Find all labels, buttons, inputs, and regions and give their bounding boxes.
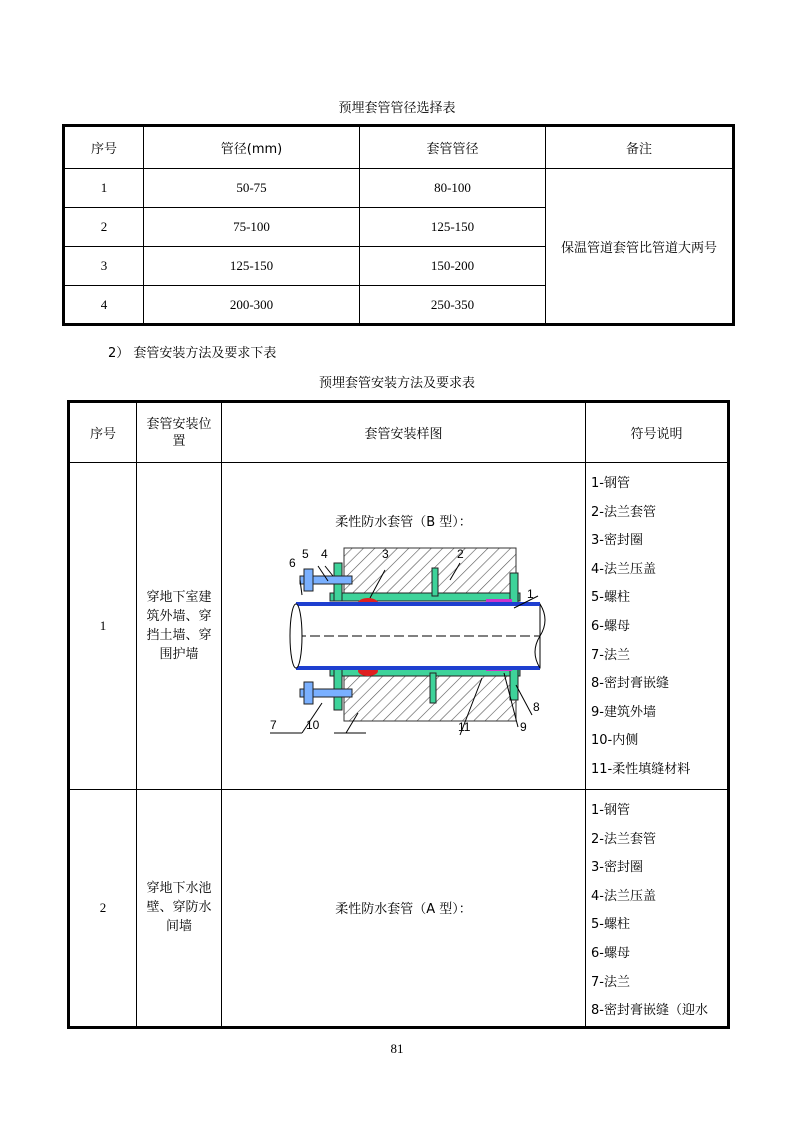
table-cell-position: 穿地下室建筑外墙、穿挡土墙、穿围护墙 (137, 463, 222, 790)
callout-label: 10 (306, 718, 320, 732)
legend-item: 9-建筑外墙 (591, 704, 656, 720)
callout-label: 6 (289, 556, 296, 570)
legend-item: 11-柔性填缝材料 (591, 761, 691, 777)
header-no: 序号 (64, 126, 144, 169)
section-heading: 2） 套管安装方法及要求下表 (108, 346, 277, 361)
sleeve-install-table (67, 400, 730, 1029)
table-cell-sleeve: 80-100 (360, 169, 546, 208)
figure-cell (222, 463, 586, 790)
table-cell-sleeve: 150-200 (360, 247, 546, 286)
header-install-position: 套管安装位置 (137, 402, 222, 463)
table-cell-pipe: 50-75 (144, 169, 360, 208)
legend-item: 8-密封膏嵌缝（迎水 (591, 1003, 708, 1019)
table-cell-pipe: 75-100 (144, 208, 360, 247)
callout-label: 7 (270, 718, 277, 732)
table-cell-sleeve: 125-150 (360, 208, 546, 247)
legend-item: 8-密封膏嵌缝 (591, 676, 669, 692)
legend-item: 3-密封圈 (591, 860, 643, 876)
inner-flange-bottom (430, 673, 436, 703)
page-number: 81 (390, 1041, 404, 1056)
inner-flange-top (432, 568, 438, 596)
header-no: 序号 (69, 402, 137, 463)
table-cell-no: 2 (69, 790, 137, 1028)
legend-item: 6-螺母 (591, 945, 630, 961)
legend-item: 3-密封圈 (591, 533, 643, 549)
legend-item: 2-法兰套管 (591, 504, 656, 520)
legend-item: 2-法兰套管 (591, 831, 656, 847)
legend-item: 4-法兰压盖 (591, 561, 656, 577)
figure-caption: 柔性防水套管（A 型）： (222, 790, 586, 1028)
legend-cell (586, 463, 729, 790)
legend-item: 7-法兰 (591, 974, 630, 990)
table-cell-position: 穿地下水池壁、穿防水间墙 (137, 790, 222, 1028)
figure-caption: 柔性防水套管（B 型）： (335, 515, 472, 530)
callout-label: 4 (321, 547, 328, 561)
legend-item: 4-法兰压盖 (591, 888, 656, 904)
pipe-size-table (62, 124, 735, 326)
legend-item: 10-内侧 (591, 733, 639, 749)
legend-item: 1-钢管 (591, 803, 630, 818)
header-remark: 备注 (546, 126, 734, 169)
symbol-legend-list (586, 790, 727, 1026)
symbol-legend-list (586, 463, 727, 785)
callout-label: 9 (520, 720, 527, 734)
end-flange-bottom (510, 668, 518, 700)
table-cell-no: 3 (64, 247, 144, 286)
callout-label: 5 (302, 547, 309, 561)
header-sleeve-diameter: 套管管径 (360, 126, 546, 169)
end-flange-top (510, 573, 518, 603)
nut-bottom (304, 682, 313, 704)
table-cell-no: 4 (64, 286, 144, 325)
callout-label: 1 (527, 587, 534, 601)
legend-item: 7-法兰 (591, 647, 630, 663)
header-symbol-legend: 符号说明 (586, 402, 729, 463)
table-cell-pipe: 200-300 (144, 286, 360, 325)
callout-label: 8 (533, 700, 540, 714)
table1-title: 预埋套管管径选择表 (338, 101, 456, 116)
wall-top (344, 548, 516, 594)
callout-label: 3 (382, 547, 389, 561)
header-install-figure: 套管安装样图 (222, 402, 586, 463)
table-cell-no: 2 (64, 208, 144, 247)
legend-item: 5-螺柱 (591, 590, 630, 606)
table-cell-remark: 保温管道套管比管道大两号 (546, 169, 734, 325)
table-cell-no: 1 (64, 169, 144, 208)
legend-item: 5-螺柱 (591, 917, 630, 933)
table2-title: 预埋套管安装方法及要求表 (318, 376, 475, 391)
legend-item: 1-钢管 (591, 476, 630, 491)
table-cell-pipe: 125-150 (144, 247, 360, 286)
header-pipe-diameter: 管径(mm) (144, 126, 360, 169)
callout-label: 2 (457, 547, 464, 561)
legend-cell (586, 790, 729, 1028)
callout-label: 11 (458, 720, 471, 734)
legend-item: 6-螺母 (591, 618, 630, 634)
nut-top (304, 569, 313, 591)
table-cell-no: 1 (69, 463, 137, 790)
table-cell-sleeve: 250-350 (360, 286, 546, 325)
